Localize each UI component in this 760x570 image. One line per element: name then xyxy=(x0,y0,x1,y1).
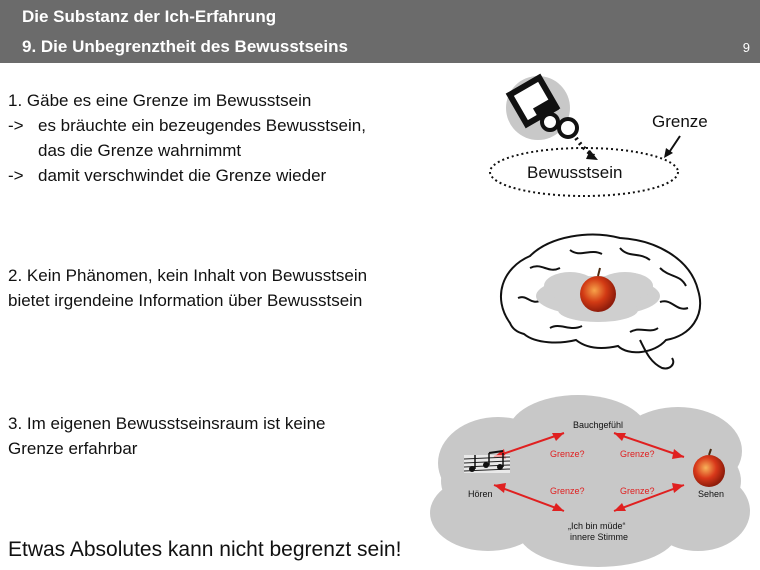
point-1 xyxy=(8,88,366,188)
page-number: 9 xyxy=(742,40,750,55)
point-1-text-3: das die Grenze wahrnimmt xyxy=(38,141,242,160)
arrow-marker: -> xyxy=(8,166,24,185)
figure-brain xyxy=(490,228,710,374)
point-1-arrow-line-1 xyxy=(8,113,366,138)
slide-header xyxy=(0,0,760,63)
point-1-arrow-line-2 xyxy=(8,163,366,188)
node-innere-stimme: innere Stimme xyxy=(570,532,629,542)
node-hoeren: Hören xyxy=(468,489,493,499)
node-sehen: Sehen xyxy=(698,489,725,499)
bewusstsein-label: Bewusstsein xyxy=(527,163,623,182)
point-3-text-2: Grenze erfahrbar xyxy=(8,439,138,458)
point-3-text-1: 3. Im eigenen Bewusstseinsraum ist keine xyxy=(8,414,326,433)
arrow-marker: -> xyxy=(8,116,24,135)
edge-label-bottom-left: Grenze? xyxy=(550,486,585,496)
point-1-text-2: es bräuchte ein bezeugendes Bewusstsein, xyxy=(38,116,366,135)
camera-eye-icon xyxy=(506,76,577,140)
point-3 xyxy=(8,411,326,461)
closing-statement: Etwas Absolutes kann nicht begrenzt sein! xyxy=(8,538,402,561)
edge-label-top-right: Grenze? xyxy=(620,449,655,459)
edge-label-bottom-right: Grenze? xyxy=(620,486,655,496)
node-bauchgefuehl: Bauchgefühl xyxy=(573,420,624,430)
point-1-text-4: damit verschwindet die Grenze wieder xyxy=(38,166,327,185)
point-2-text-1: 2. Kein Phänomen, kein Inhalt von Bewusstsein xyxy=(8,266,368,285)
figure-senses-cloud xyxy=(428,393,754,569)
figure-boundary xyxy=(480,68,720,208)
slide-title: Die Substanz der Ich-Erfahrung xyxy=(22,7,277,26)
grenze-label: Grenze xyxy=(652,112,708,131)
node-ich-bin-muede: „Ich bin müde“ xyxy=(568,521,626,531)
point-2 xyxy=(8,263,367,313)
point-2-text-2: bietet irgendeine Information über Bewusstsein xyxy=(8,291,363,310)
gaze-arrowhead xyxy=(586,150,598,160)
edge-label-top-left: Grenze? xyxy=(550,449,585,459)
slide-subtitle: 9. Die Unbegrenztheit des Bewusstseins xyxy=(22,37,348,56)
point-1-heading: 1. Gäbe es eine Grenze im Bewusstsein xyxy=(8,91,312,110)
